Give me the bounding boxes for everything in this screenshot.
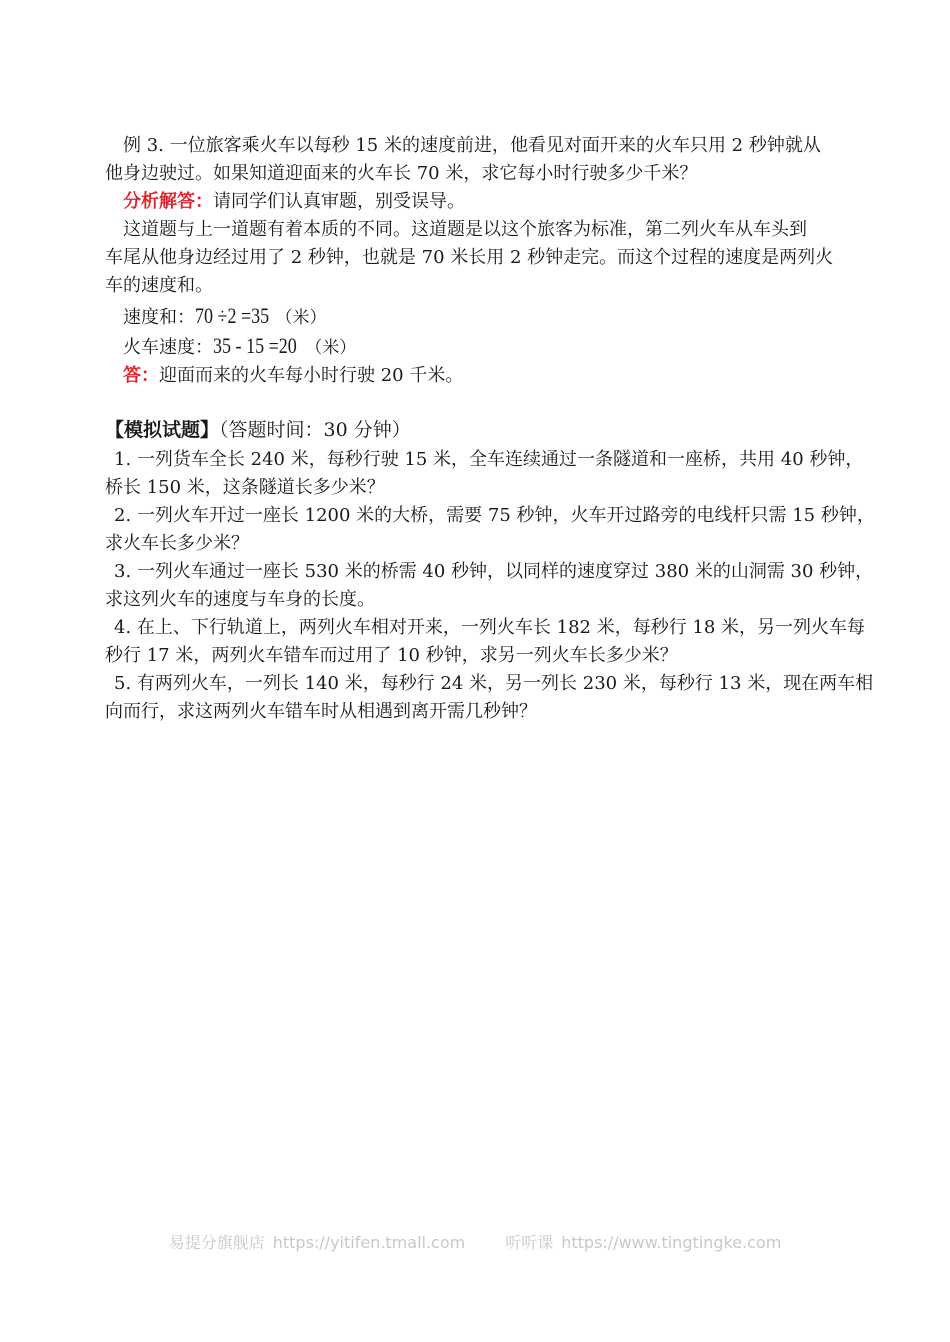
example-line-2: 他身边驶过。如果知道迎面来的火车长 70 米，求它每小时行驶多少千米？ [105, 163, 698, 184]
analysis-label: 分析解答： [123, 191, 213, 212]
analysis-para-3: 车的速度和。 [105, 275, 213, 296]
footer-site-url: https://www.tingtingke.com [561, 1233, 782, 1252]
question-5-line-1: 5. 有两列火车，一列长 140 米，每秒行 24 米，另一列长 230 米，每秒行 13 米，现在两车相 [114, 673, 874, 694]
train-speed-formula: 35 - 15 =20 [213, 333, 297, 358]
question-4-line-1: 4. 在上、下行轨道上，两列火车相对开来，一列火车长 182 米，每秒行 18 米，另一列火车每 [114, 617, 866, 638]
question-3-line-1: 3. 一列火车通过一座长 530 米的桥需 40 秒钟，以同样的速度穿过 380 米的山洞需 30 秒钟， [114, 561, 874, 582]
question-1-line-1: 1. 一列货车全长 240 米，每秒行驶 15 米，全车连续通过一条隧道和一座桥，共用 40 秒钟， [114, 449, 864, 470]
mock-time-note: （答题时间：30 分钟） [219, 419, 411, 441]
question-3-line-2: 求这列火车的速度与车身的长度。 [105, 589, 375, 610]
question-1-line-2: 桥长 150 米，这条隧道长多少米？ [105, 477, 385, 498]
mock-heading-line [105, 416, 850, 444]
footer-site-name: 听听课 [505, 1233, 554, 1252]
question-2-line-1: 2. 一列火车开过一座长 1200 米的大桥，需要 75 秒钟，火车开过路旁的电线杆只需 15 秒钟， [114, 505, 875, 526]
train-speed-label: 火车速度： [123, 337, 213, 358]
footer-shop-name: 易提分旗舰店 [168, 1233, 265, 1252]
speed-sum-label: 速度和： [123, 307, 195, 328]
mock-heading: 【模拟试题】 [105, 419, 220, 441]
train-speed-unit: （米） [305, 338, 357, 358]
answer-line [105, 362, 868, 390]
answer-text: 迎面而来的火车每小时行驶 20 千米。 [159, 365, 464, 386]
question-5-line-2: 向而行，求这两列火车错车时从相遇到离开需几秒钟？ [105, 701, 537, 722]
train-speed-line [105, 332, 868, 362]
answer-label: 答： [123, 365, 159, 386]
footer-shop-url: https://yitifen.tmall.com [272, 1233, 466, 1252]
speed-sum-unit: （米） [275, 308, 327, 328]
example-line-1: 例 3. 一位旅客乘火车以每秒 15 米的速度前进，他看见对面开来的火车只用 2 秒钟就从 [123, 135, 821, 156]
question-4-line-2: 秒行 17 米，两列火车错车而过用了 10 秒钟，求另一列火车长多少米？ [105, 645, 678, 666]
analysis-text: 请同学们认真审题，别受误导。 [213, 191, 465, 212]
analysis-line [105, 188, 868, 216]
speed-sum-formula: 70 ÷2 =35 [195, 303, 270, 328]
analysis-para-2: 车尾从他身边经过用了 2 秒钟，也就是 70 米长用 2 秒钟走完。而这个过程的速度是两列火 [105, 247, 834, 268]
footer-watermark [0, 1230, 950, 1253]
analysis-para-1: 这道题与上一道题有着本质的不同。这道题是以这个旅客为标准，第二列火车从车头到 [123, 219, 807, 240]
question-2-line-2: 求火车长多少米？ [105, 533, 249, 554]
speed-sum-line [105, 302, 868, 332]
